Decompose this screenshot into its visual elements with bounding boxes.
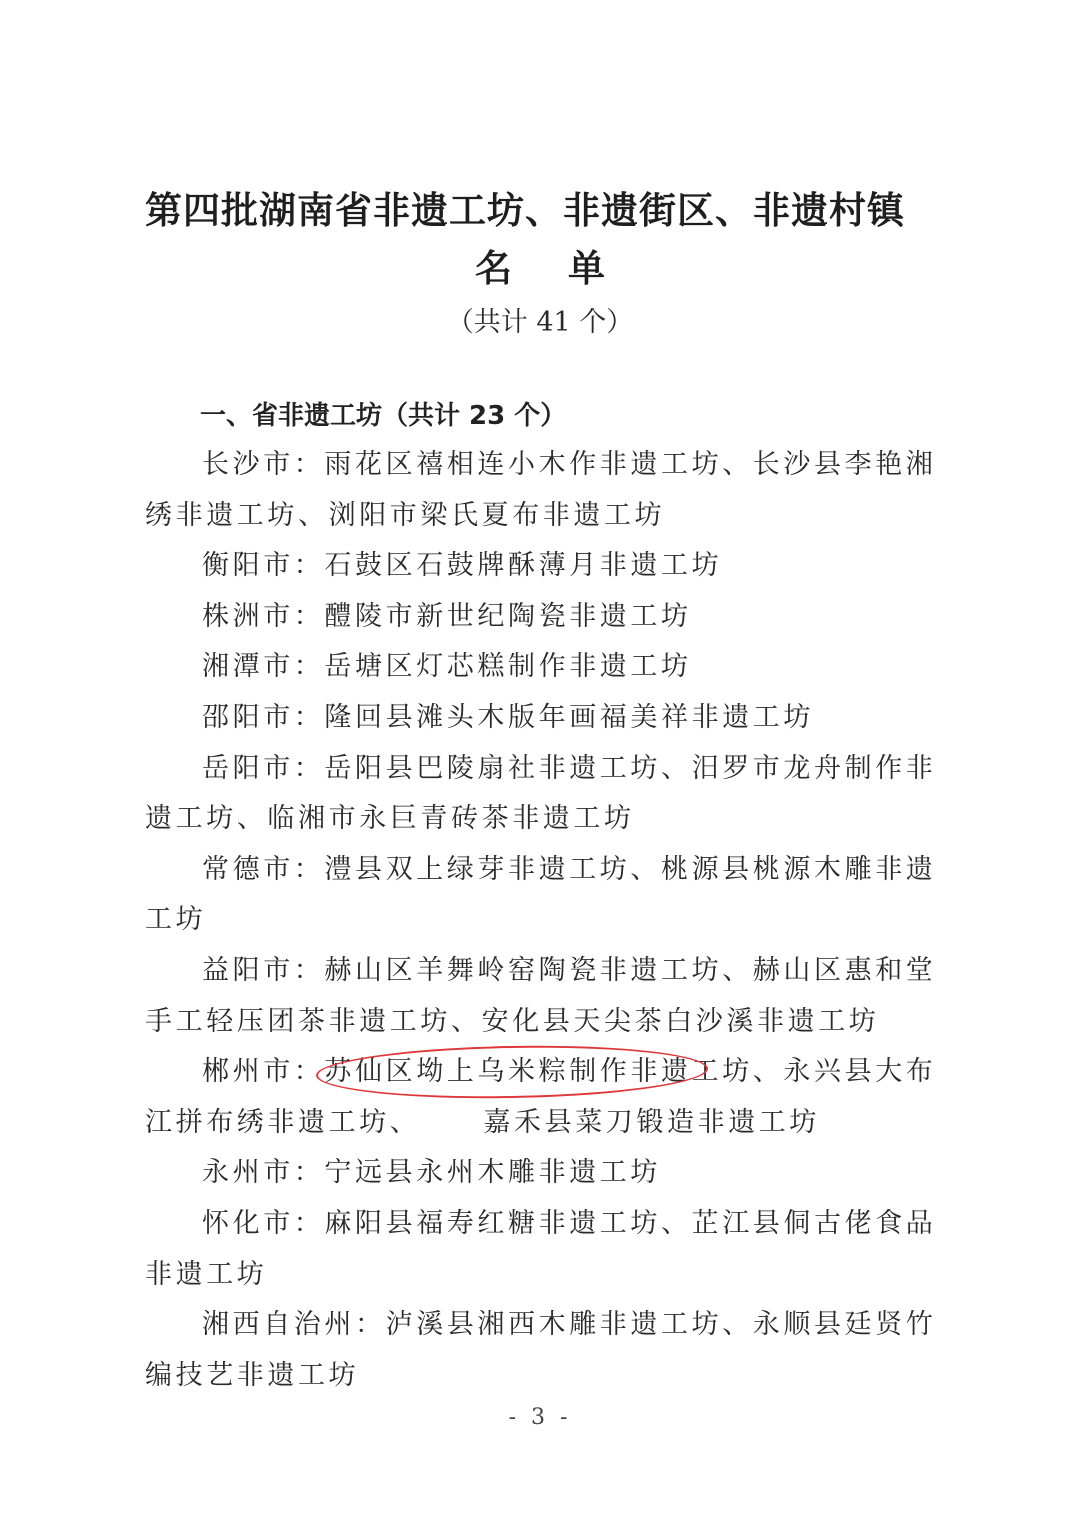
city-label: 长沙市： [202, 449, 325, 480]
document-title-line2: 名单 [475, 247, 661, 290]
city-label: 郴州市： [202, 1056, 325, 1088]
entry-text: 岳阳县巴陵扇社非遗工坊、汨罗市龙舟制作非遗工坊、临湘市永巨青砖茶非遗工坊 [145, 752, 937, 835]
entry-text: 雨花区禧相连小木作非遗工坊、长沙县李艳湘绣非遗工坊、浏阳市梁氏夏布非遗工坊 [145, 449, 937, 531]
city-label: 益阳市： [202, 954, 325, 986]
entry-text: 宁远县永州木雕非遗工坊 [324, 1157, 662, 1189]
list-item [145, 642, 945, 693]
city-label: 株洲市： [202, 600, 325, 632]
document-title: 第四批湖南省非遗工坊、非遗街区、非遗村镇 [145, 189, 905, 232]
list-item [145, 946, 945, 1047]
page-number: - 3 - [508, 1405, 572, 1430]
entry-text: 苏仙区坳上乌米粽制作非遗工坊、永兴县大布江拼布绣非遗工坊、 [145, 1056, 937, 1138]
list-item [145, 845, 945, 946]
city-label: 永州市： [202, 1157, 325, 1189]
entry-text: 醴陵市新世纪陶瓷非遗工坊 [324, 600, 692, 632]
list-item [145, 440, 945, 541]
entry-text: 隆回县滩头木版年画福美祥非遗工坊 [324, 701, 815, 733]
section-heading: 一、省非遗工坊（共计 23 个） [200, 401, 567, 431]
city-label: 常德市： [202, 853, 325, 885]
entry-text: 赫山区羊舞岭窑陶瓷非遗工坊、赫山区惠和堂手工轻压团茶非遗工坊、安化县天尖茶白沙溪非遗工坊 [145, 954, 937, 1037]
list-item [145, 693, 945, 744]
list-item [145, 1199, 945, 1300]
city-label: 邵阳市： [202, 701, 325, 733]
city-label: 湘潭市： [202, 651, 325, 683]
entry-text: 岳塘区灯芯糕制作非遗工坊 [324, 651, 692, 683]
list-item [145, 592, 945, 643]
city-label: 湘西自治州： [202, 1309, 386, 1341]
list-item [145, 1148, 945, 1199]
city-label: 衡阳市： [202, 550, 325, 582]
highlighted-entry: 嘉禾县菜刀锻造非遗工坊 [483, 1106, 821, 1138]
entry-list [145, 440, 945, 1401]
total-count: （共计 41 个） [446, 307, 634, 338]
entry-text: 泸溪县湘西木雕非遗工坊、永顺县廷贤竹编技艺非遗工坊 [145, 1309, 937, 1391]
entry-text: 麻阳县福寿红糖非遗工坊、芷江县侗古佬食品非遗工坊 [145, 1207, 937, 1290]
list-item [145, 1300, 945, 1401]
entry-text: 澧县双上绿芽非遗工坊、桃源县桃源木雕非遗工坊 [145, 853, 937, 936]
list-item [145, 744, 945, 845]
city-label: 岳阳市： [202, 752, 325, 784]
city-label: 怀化市： [202, 1207, 325, 1239]
list-item [145, 541, 945, 592]
entry-text: 石鼓区石鼓牌酥薄月非遗工坊 [324, 550, 723, 582]
